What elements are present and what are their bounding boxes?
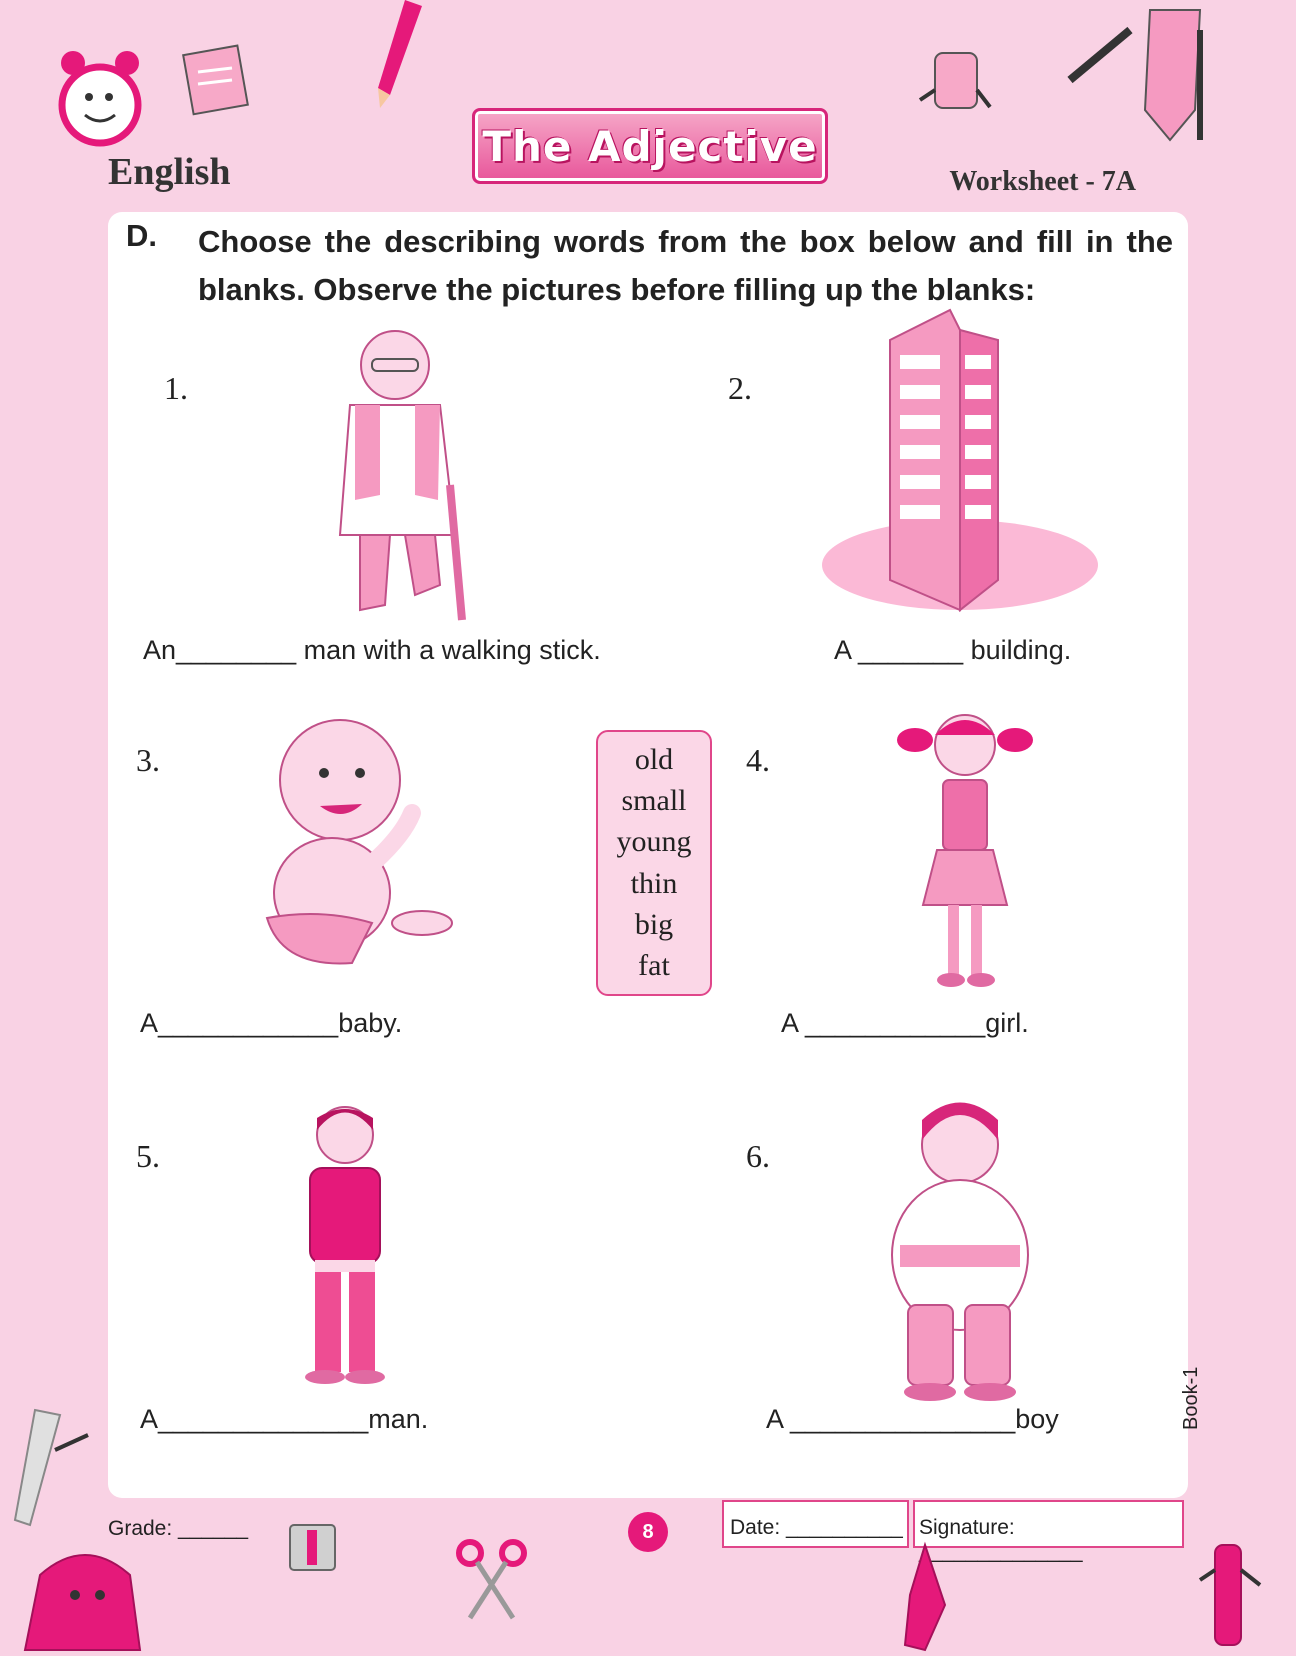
- girl-picture: [895, 705, 1035, 995]
- bag-icon: [20, 1535, 150, 1650]
- grade-field: Grade: ______: [108, 1517, 249, 1540]
- old-man-picture: [320, 325, 490, 620]
- item-number: 6.: [746, 1138, 770, 1174]
- signature-field: Signature: ______________: [919, 1516, 1083, 1563]
- sentence-4: A ____________girl.: [781, 1008, 1029, 1038]
- worksheet-number: Worksheet - 7A: [949, 166, 1136, 197]
- sharpener-icon: [285, 1520, 345, 1590]
- sentence-2: A _______ building.: [834, 635, 1072, 665]
- word-box: [596, 730, 712, 996]
- word-option: small: [621, 784, 687, 818]
- crayon-icon: [885, 1545, 955, 1650]
- item-number: 2.: [728, 370, 752, 406]
- worksheet-title-banner: [472, 108, 828, 184]
- sentence-5: A______________man.: [140, 1404, 429, 1434]
- word-option: fat: [638, 948, 670, 982]
- pen-icon: [1195, 1540, 1265, 1650]
- eraser-icon: [915, 45, 995, 125]
- young-man-picture: [290, 1100, 400, 1385]
- baby-picture: [262, 718, 462, 973]
- worksheet-title: The Adjective: [482, 121, 818, 171]
- alarm-clock-icon: [55, 45, 145, 155]
- pencil-character-icon: [1060, 10, 1210, 140]
- building-picture: [820, 310, 1100, 610]
- date-field: Date: __________: [730, 1516, 903, 1539]
- scissors-icon: [455, 1538, 530, 1623]
- word-option: old: [634, 743, 674, 777]
- word-option: thin: [630, 866, 678, 900]
- item-number: 3.: [136, 742, 160, 778]
- signature-box: [913, 1500, 1184, 1563]
- item-number: 5.: [136, 1138, 160, 1174]
- fat-boy-picture: [880, 1095, 1040, 1405]
- notepad-icon: [180, 42, 250, 122]
- word-option: young: [616, 825, 692, 859]
- item-number: 4.: [746, 742, 770, 778]
- question-label: D.: [126, 218, 157, 253]
- date-box: [722, 1500, 909, 1548]
- book-label: Book-1: [1180, 1366, 1202, 1430]
- item-number: 1.: [164, 370, 188, 406]
- sentence-1: An________ man with a walking stick.: [143, 635, 601, 665]
- subject-label: English: [108, 151, 231, 193]
- page-number: 8: [628, 1512, 668, 1552]
- sentence-3: A____________baby.: [140, 1008, 403, 1038]
- sentence-6: A _______________boy: [766, 1404, 1059, 1434]
- pencil-icon: [370, 0, 430, 110]
- ruler-icon: [10, 1410, 90, 1530]
- question-text: Choose the describing words from the box below and fill in the blanks. Observe the pictures before filling up the blanks:: [198, 224, 1173, 307]
- word-option: big: [634, 907, 674, 941]
